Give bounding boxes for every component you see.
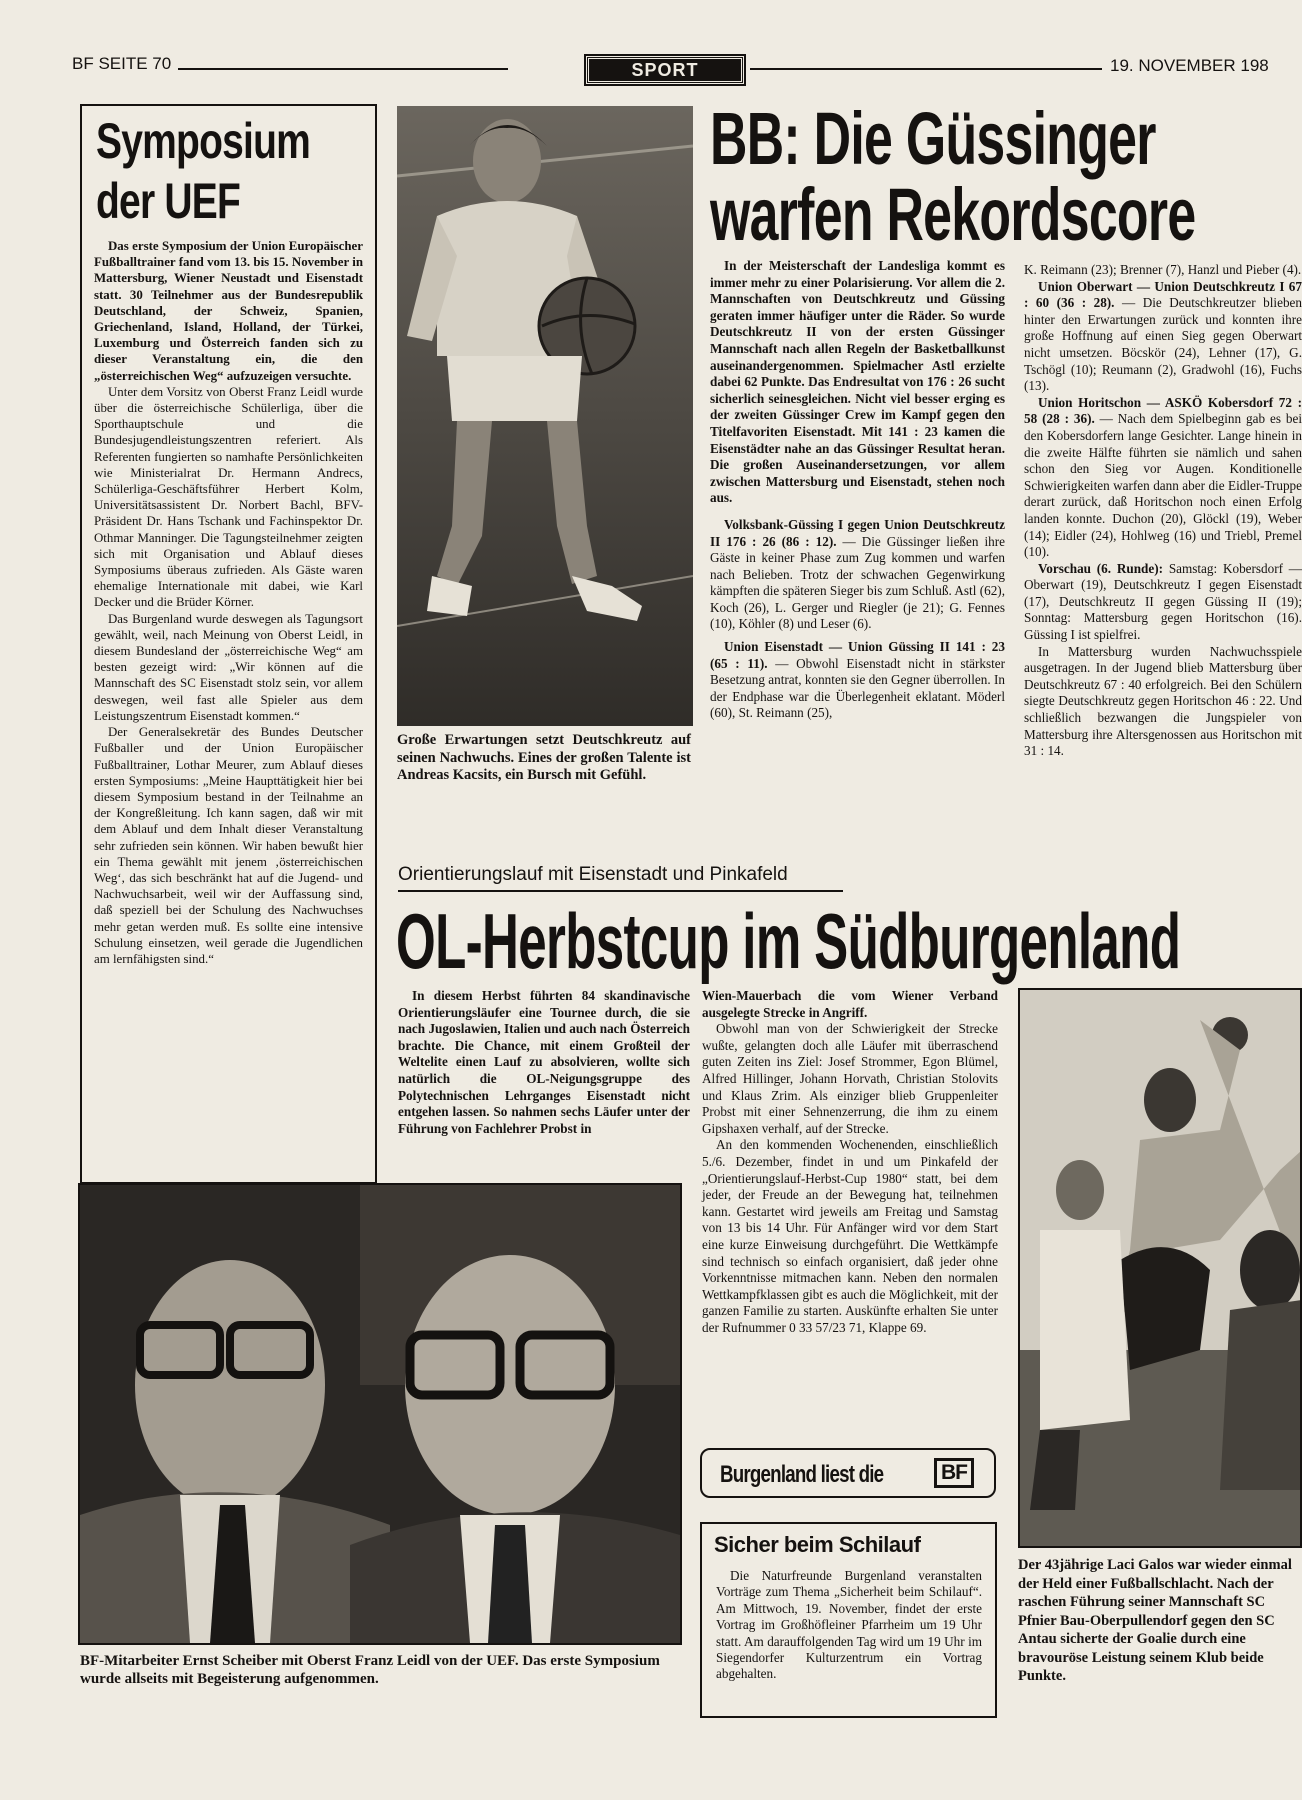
bb-column-2 [1024, 262, 1302, 760]
symposium-text [94, 238, 363, 967]
bb-result: Union Oberwart — Union Deutschkreutz I 67 : 60 (36 : 28). — Die Deutschkreutzer blieben hinter den Erwartungen zurück und konnten ihre große Hoffnung auf einen Sieg gegen Oberwart nicht umsetzen. Böcskör (24), Lehner (17), G. Tschögl (10); Reumann (2), Gradwohl (16), Fuchs (13). [1024, 278, 1302, 394]
schilauf-title: Sicher beim Schilauf [714, 1532, 921, 1557]
bb-result: Union Eisenstadt — Union Güssing II 141 : 23 (65 : 11). — Obwohl Eisenstadt nicht in stärkster Besetzung antrat, konnten sie den Gegner überrollen. In der Endphase war die Überlegenheit eklatant. Möderl (60), St. Reimann (25), [710, 639, 1005, 721]
symposium-title-line1: Symposium [96, 113, 311, 169]
symposium-paragraph: Das Burgenland wurde deswegen als Tagungsort gewählt, weil, nach Meinung von Oberst Leidl, in diesem Bundesland der „österreichische Weg“ am besten gezeigt wird: „Wir können auf die Mannschaft des SC Eisenstadt stolz sein, vor allem deswegen, weil fast alle Spieler aus dem Leistungszentrum Eisenstadt kommen.“ [94, 611, 363, 723]
schilauf-text [716, 1568, 982, 1683]
section-label [586, 56, 744, 84]
section-title: SPORT [631, 60, 699, 80]
ol-headline: OL-Herbstcup im Südburgenland [396, 897, 1181, 985]
ol-column-1 [398, 988, 690, 1137]
bb-result: Union Horitschon — ASKÖ Kobersdorf 72 : 58 (28 : 36). — Nach dem Spielbeginn gab es bei den Kobersdorfern lange Gesichter. Lange hinein in die zweite Hälfte führten sie nämlich und sahen schon den Sieg vor Augen. Konditionelle Schwierigkeiten warfen dann aber die Eidler-Truppe derart zurück, daß Horitschon noch einen Erfolg landen konnte. Duchon (20), Glöckl (19), Weber (14); Eidler (24), Hohlweg (16) und Triebl, Premel (10). [1024, 394, 1302, 560]
symposium-box [80, 104, 377, 1184]
issue-date: 19. NOVEMBER 198 [1110, 56, 1269, 75]
football-photo [1018, 988, 1302, 1548]
promo-box [700, 1448, 996, 1498]
football-match-image [1020, 990, 1302, 1546]
bf-logo-text: BF [941, 1461, 967, 1484]
bb-preview: Vorschau (6. Runde): Samstag: Kobersdorf — Oberwart (19), Deutschkreutz I gegen Eisenstadt (17), Deutschkreutz II gegen Güssing II (19); Sonntag: Mattersburg gegen Horitschon (16). Güssing I ist spielfrei. [1024, 560, 1302, 643]
symposium-title-line2: der UEF [96, 173, 241, 229]
ol-kicker: Orientierungslauf mit Eisenstadt und Pinkafeld [398, 864, 788, 885]
football-photo-caption: Der 43jährige Laci Galos war wieder einmal der Held einer Fußballschlacht. Nach der raschen Führung seiner Mannschaft SC Pfnier Bau-Oberpullendorf gegen den SC Antau sicherte der Goalie durch eine bravouröse Leistung seinem Klub beide Punkte. [1018, 1557, 1292, 1684]
ol-paragraph: An den kommenden Wochenenden, einschließlich 5./6. Dezember, findet in und um Pinkafeld der „Orientierungslauf-Herbst-Cup 1980“ statt, bei dem jeder, der Freude an der Bewegung hat, teilnehmen kann. Gestartet wird jeweils am Freitag und Samstag von 13 bis 14 Uhr. Für Anfänger wird vor dem Start eine kurze Einweisung durchgeführt. Die Wettkämpfe sind technisch so einfach organisiert, daß jeder ohne Vorkenntnisse mitmachen kann. Neben den normalen Wettkampfklassen gibt es auch die Möglichkeit, mit der ganzen Familie zu starten. Auskünfte erhalten Sie unter der Rufnummer 0 33 57/23 71, Klappe 69. [702, 1137, 998, 1335]
page-number: BF SEITE 70 [72, 54, 172, 73]
schilauf-box [700, 1522, 997, 1718]
bb-result-continued: K. Reimann (23); Brenner (7), Hanzl und Pieber (4). [1024, 262, 1302, 277]
header-rule-right [750, 68, 1102, 70]
officials-photo-caption: BF-Mitarbeiter Ernst Scheiber mit Oberst Franz Leidl von der UEF. Das erste Symposium wurde allseits mit Begeisterung aufgenommen. [80, 1653, 660, 1687]
basketball-player-image [397, 106, 693, 726]
bb-headline-line2: warfen Rekordscore [710, 173, 1196, 256]
ol-column-2 [702, 988, 998, 1336]
symposium-paragraph: Der Generalsekretär des Bundes Deutscher Fußballer und der Union Europäischer Fußballtrainer, Lothar Meurer, zum Ablauf dieses ersten Symposiums: „Meine Haupttätigkeit hier bei diesem Symposium bestand in der Teilnahme an der Kongreßleitung. Ich kann sagen, daß wir mit dem Ablauf und dem Inhalt dieser Veranstaltung sehr zufrieden sein können. Wir haben bewußt hier ein Thema gewählt mit jenem ‚österreichischen Weg‘, das sich beschränkt hat auf die Jugend- und Nachwuchsarbeit, weil wir der Auffassung sind, daß speziell bei der Schulung des Nachwuchses mehr getan werden muß. Es sollte eine intensive Schulung einsetzen, weil gerade die Jugendlichen am lernfähigsten sind.“ [94, 725, 363, 966]
bb-youth-results: In Mattersburg wurden Nachwuchsspiele ausgetragen. In der Jugend blieb Mattersburg über Deutschkreutz 67 : 40 erfolgreich. Bei den Schülern siegte Deutschkreutz gegen Horitschon 46 : 22. Und schließlich bezwangen die Jungspieler von Mattersburg ihre Altersgenossen aus Horitschon mit 31 : 14. [1024, 643, 1302, 759]
bf-logo [934, 1458, 974, 1488]
schilauf-paragraph: Die Naturfreunde Burgenland veranstalten Vorträge zum Thema „Sicherheit beim Schilauf“. Am Mittwoch, 19. November, findet der erste Vortrag im Großhöfleiner Pfarrheim um 19 Uhr statt. Am darauffolgenden Tag wird um 19 Uhr im Siegendorfer Kulturzentrum ein Vortrag abgehalten. [716, 1568, 982, 1682]
promo-text: Burgenland liest die [720, 1461, 884, 1488]
basketball-photo [397, 106, 693, 726]
ol-kicker-underline [398, 890, 843, 892]
bb-column-1 [710, 258, 1005, 722]
symposium-paragraph: Unter dem Vorsitz von Oberst Franz Leidl wurde über die österreichische Schülerliga, über die Sporthauptschule und die Bundesjugendleistungszentren referiert. Als Referenten fungierten so namhafte Persönlichkeiten wie Ministerialrat Dr. Hermann Andrecs, Schülerliga-Geschäftsführer Herbert Kolm, Universitätsassistent Dr. Norbert Bachl, BFV-Präsident Dr. Hans Tschank und Fachinspektor Dr. Othmar Manninger. Die Tagungsteilnehmer zeigten sich mit Organisation und Ablauf dieses Symposiums überaus zufrieden. Als Gäste waren ehemalige Internationale mit dabei, wie Karl Decker und die Brüder Körner. [94, 384, 363, 610]
officials-image [80, 1185, 680, 1643]
bb-headline-line1: BB: Die Güssinger [710, 97, 1156, 180]
officials-photo [78, 1183, 682, 1645]
basketball-photo-caption: Große Erwartungen setzt Deutschkreutz auf seinen Nachwuchs. Eines der großen Talente ist Andreas Kacsits, ein Bursch mit Gefühl. [397, 732, 691, 783]
header-rule-left [178, 68, 508, 70]
ol-lead-continued: Wien-Mauerbach die vom Wiener Verband ausgelegte Strecke in Angriff. [702, 988, 998, 1020]
symposium-lead: Das erste Symposium der Union Europäischer Fußballtrainer fand vom 13. bis 15. November in Mattersburg, Wiener Neustadt und Eisenstadt statt. 30 Teilnehmer aus der Bundesrepublik Deutschland, der Schweiz, Spanien, Griechenland, Island, Holland, der Türkei, Luxemburg und Österreich fanden sich zu dieser Veranstaltung ein, die den „österreichischen Weg“ aufzuzeigen versuchte. [94, 239, 363, 383]
ol-lead: In diesem Herbst führten 84 skandinavische Orientierungsläufer eine Tournee durch, die sie nach Jugoslawien, Italien und auch nach Österreich brachte. Die Chance, mit einem Großteil der Weltelite einen Lauf zu absolvieren, wollte sich natürlich die OL-Neigungsgruppe des Polytechnischen Lehrganges Eisenstadt nicht entgehen lassen. So nahmen sechs Läufer unter der Führung von Fachlehrer Probst in [398, 988, 690, 1136]
ol-paragraph: Obwohl man von der Schwierigkeit der Strecke wußte, gelangten doch alle Läufer mit überraschend guten Zeiten ins Ziel: Josef Strommer, Egon Blümel, Alfred Hillinger, Johann Horvath, Christian Stolovits und Klaus Zrim. Als einziger blieb Gruppenleiter Probst mit einer Sehnenzerrung, die ihm zu einem Gipshaxen verhalf, auf der Strecke. [702, 1021, 998, 1136]
bb-result: Volksbank-Güssing I gegen Union Deutschkreutz II 176 : 26 (86 : 12). — Die Güssinger ließen ihre Gäste in keiner Phase zum Zug kommen und warfen nach Belieben. Trotz der schwachen Gegenwirkung kämpften die späteren Sieger bis zum Schluß. Astl (62), Koch (26), L. Gerger und Riegler (je 21); G. Fennes (10), Köhler (8) und Leser (6). [710, 516, 1005, 632]
bb-lead: In der Meisterschaft der Landesliga kommt es immer mehr zu einer Polarisierung. Vor allem die 2. Mannschaften von Deutschkreutz und Güssing geraten immer häufiger unter die Räder. So wurde Deutschkreutz II von der ersten Güssinger Mannschaft nach allen Regeln der Basketballkunst auseinandergenommen. Spielmacher Astl erzielte dabei 62 Punkte. Das Endresultat von 176 : 26 sucht sicherlich seinesgleichen. Nicht viel besser erging es der zweiten Güssinger Crew im Kampf gegen den Titelfavoriten Eisenstadt. Mit 141 : 23 kamen die Eisenstädter nahe an das Güssinger Resultat heran. Die großen Auseinandersetzungen, vor allem zwischen Mattersburg und Eisenstadt, stehen noch aus. [710, 258, 1005, 506]
